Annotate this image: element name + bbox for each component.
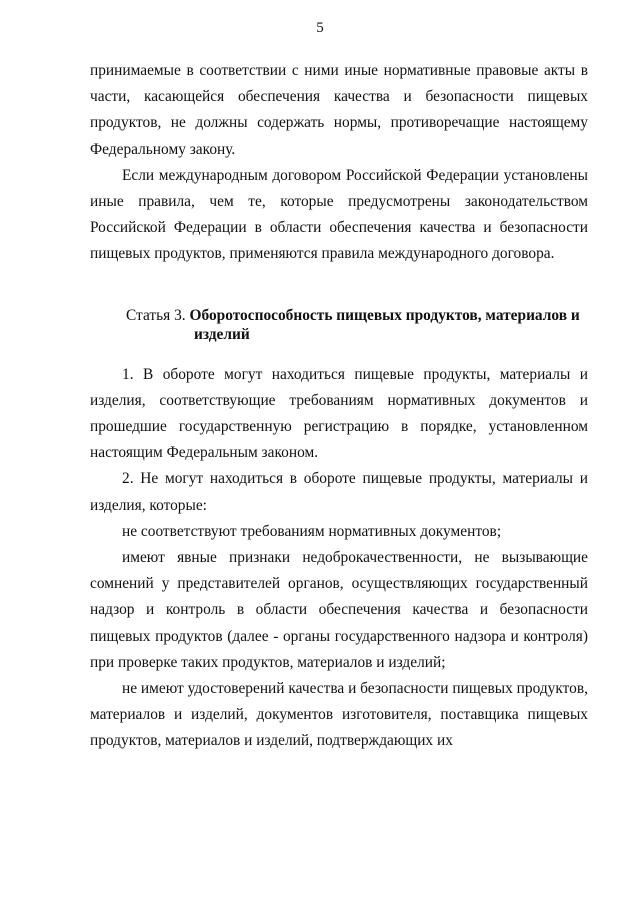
article-label: Статья 3. bbox=[126, 306, 186, 324]
article-clause-2: 2. Не могут находиться в обороте пищевые продукты, материалы и изделия, которые: bbox=[90, 470, 588, 514]
article-title: Оборотоспособность пищевых продуктов, материалов и bbox=[189, 306, 580, 324]
article-heading bbox=[90, 306, 588, 344]
article-list-item: не имеют удостоверений качества и безопасности пищевых продуктов, материалов и изделий, документов изготовителя, поставщика пищевых продуктов, материалов и изделий, подтверждающих их bbox=[90, 680, 588, 750]
paragraph-continuation: принимаемые в соответствии с ними иные нормативные правовые акты в части, касающейся обеспечения качества и безопасности пищевых продуктов, не должны содержать нормы, противоречащие настоящему Федеральному закону. bbox=[90, 62, 588, 158]
article-list-item: не соответствуют требованиям нормативных документов; bbox=[122, 522, 502, 540]
page-number: 5 bbox=[316, 20, 324, 36]
body-text bbox=[90, 58, 588, 755]
paragraph-international-treaty: Если международным договором Российской Федерации установлены иные правила, чем те, которые предусмотрены законодательством Российской Федерации в области обеспечения качества и безопасности пищевых продуктов, применяются правила международного договора. bbox=[90, 166, 588, 263]
article-title-continuation: изделий bbox=[194, 325, 250, 343]
article-clause-1: 1. В обороте могут находиться пищевые продукты, материалы и изделия, соответствующие требованиям нормативных документов и прошедшие государственную регистрацию в порядке, установленном настоящим Федеральным законом. bbox=[90, 365, 588, 462]
article-list-item: имеют явные признаки недоброкачественности, не вызывающие сомнений у представителей органов, осуществляющих государственный надзор и контроль в области обеспечения качества и безопасности пищевых продуктов (далее - органы государственного надзора и контроля) при проверке таких продуктов, материалов и изделий; bbox=[90, 549, 588, 671]
